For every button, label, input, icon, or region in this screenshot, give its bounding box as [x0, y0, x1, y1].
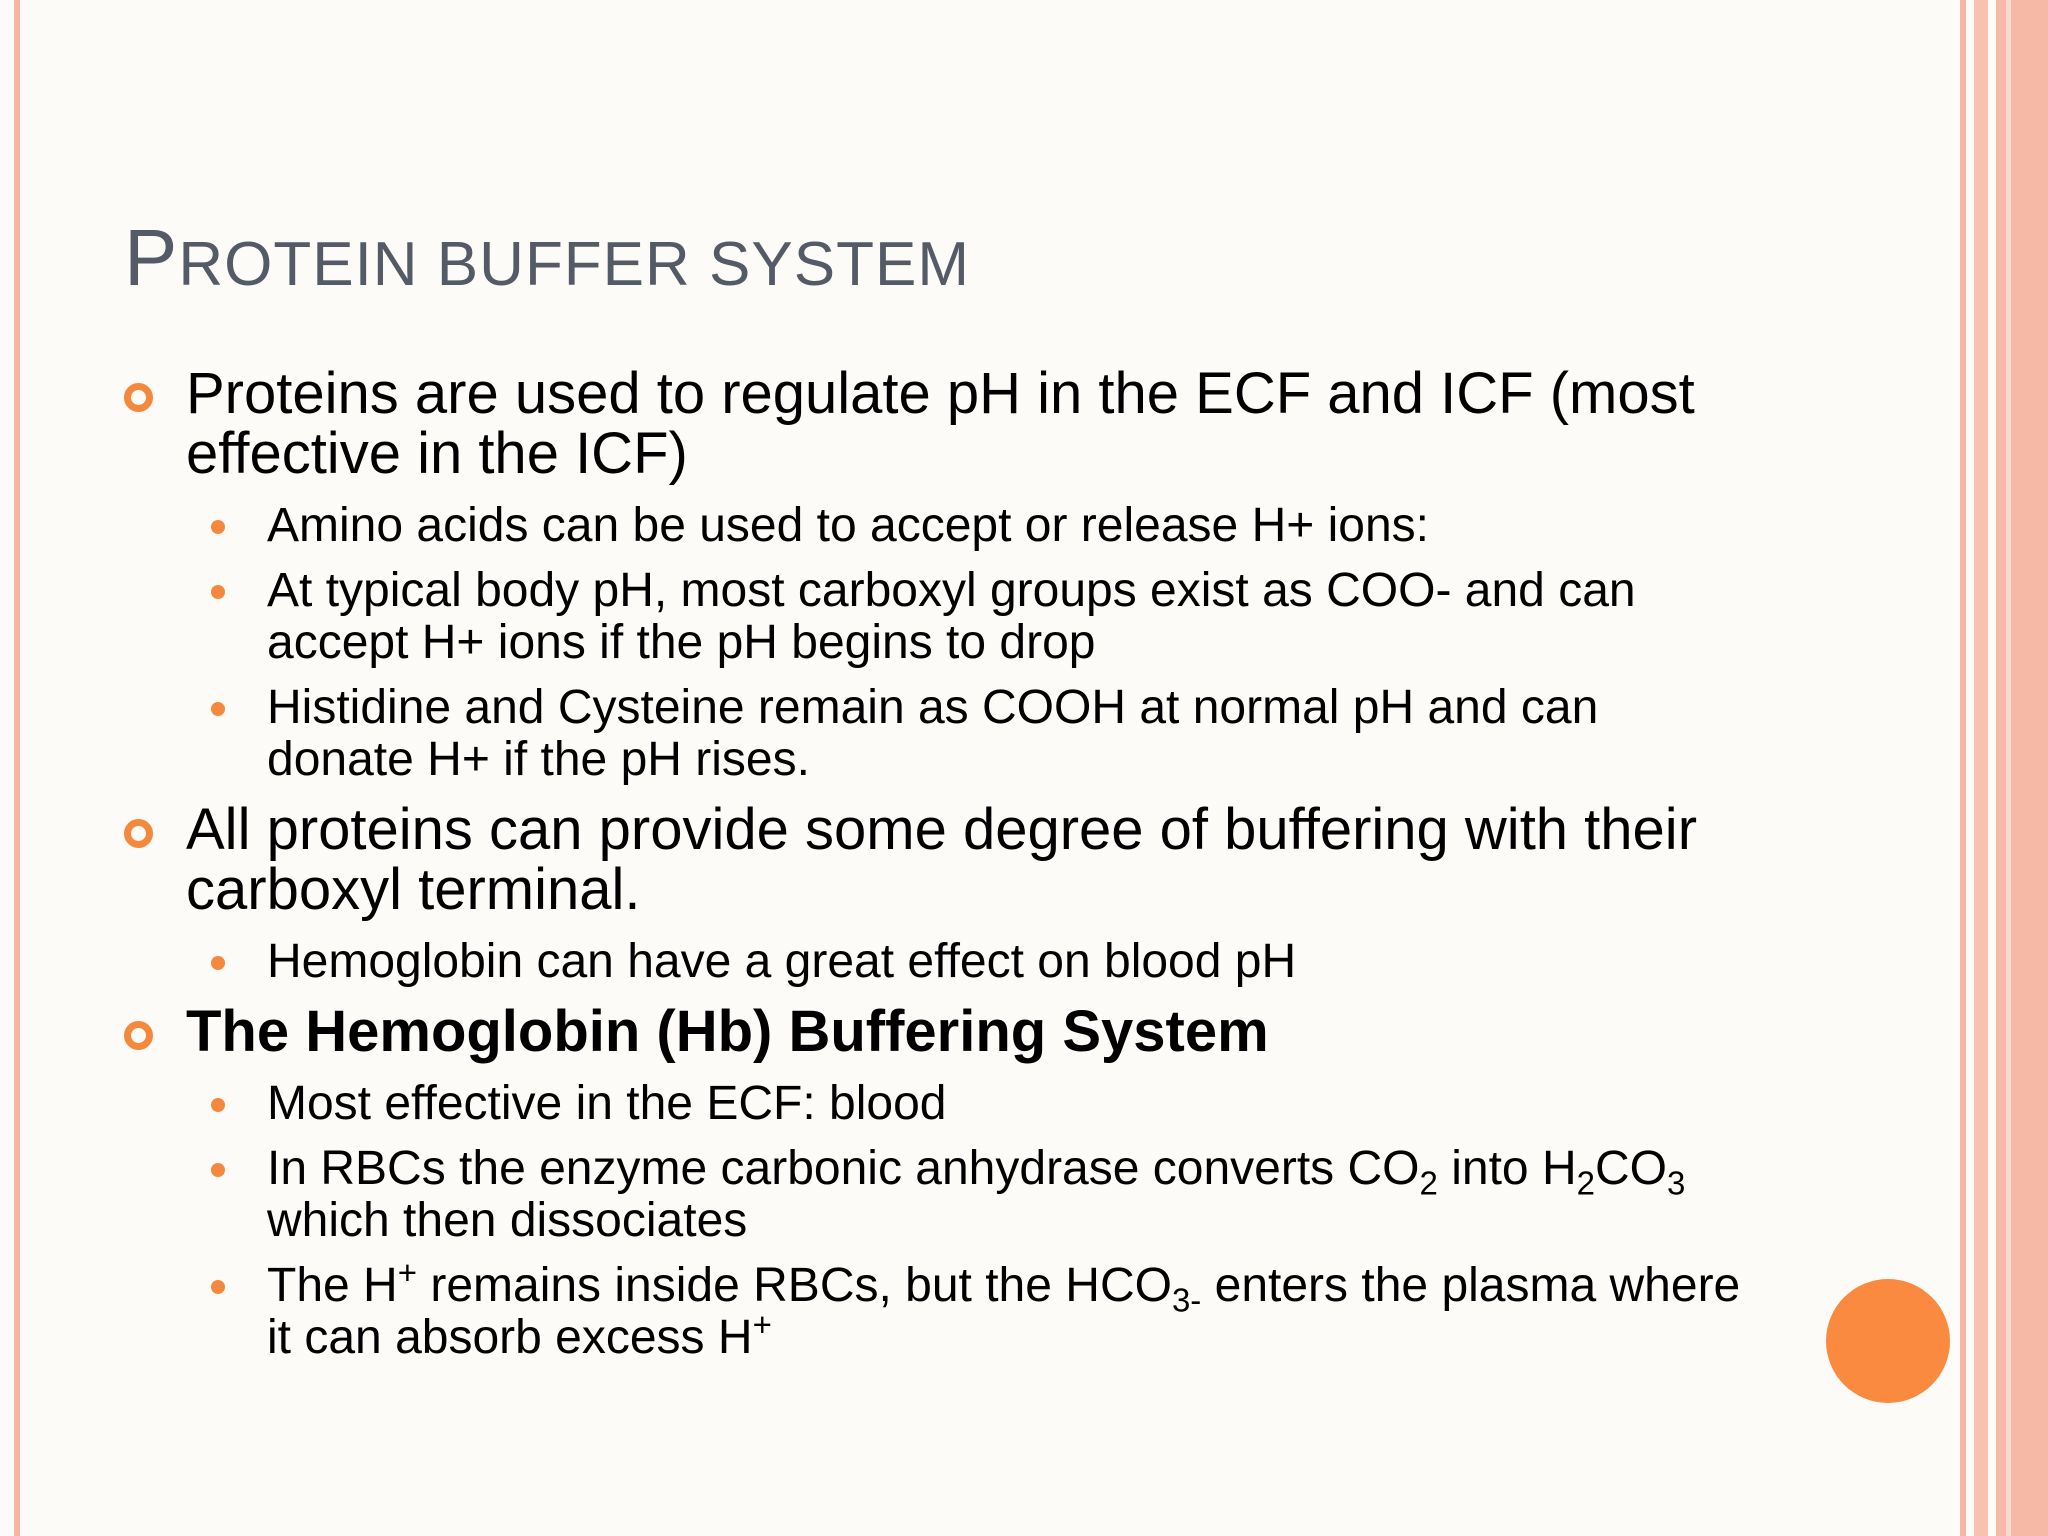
bullet-all-proteins-buffering — [124, 797, 1744, 922]
sub-bullet-text: Hemoglobin can have a great effect on blood pH — [267, 935, 1297, 988]
bullet-text: All proteins can provide some degree of buffering with their carboxyl terminal. — [186, 797, 1698, 922]
subscript: 3 — [1666, 1164, 1686, 1202]
bullet-hemoglobin-buffering-system — [124, 999, 1744, 1064]
text-part: In RBCs the enzyme carbonic anhydrase converts CO — [267, 1142, 1420, 1195]
text-part: into H — [1437, 1142, 1577, 1195]
text-part: remains inside RBCs, but the HCO — [417, 1259, 1172, 1312]
dot-bullet-icon — [211, 520, 225, 534]
text-part: which then dissociates — [267, 1194, 748, 1247]
sub-bullet-hemoglobin-effect — [124, 936, 1744, 988]
orange-circle-decoration — [1826, 1279, 1950, 1403]
dot-bullet-icon — [211, 702, 225, 716]
sub-bullet-text: At typical body pH, most carboxyl groups exist as COO- and can accept H+ ions if the pH begins to drop — [267, 564, 1636, 669]
ring-bullet-icon — [124, 819, 153, 848]
sub-bullet-histidine-cysteine — [124, 682, 1744, 786]
slide-body — [124, 358, 1744, 1364]
text-part: CO — [1594, 1142, 1667, 1195]
bullet-proteins-regulate-ph — [124, 361, 1744, 486]
text-part: The H — [267, 1259, 398, 1312]
left-border-stripe — [14, 0, 20, 1536]
bullet-text: The Hemoglobin (Hb) Buffering System — [186, 999, 1269, 1064]
superscript: + — [397, 1254, 417, 1291]
right-border-stripe-4 — [2006, 0, 2011, 1536]
sub-bullet-most-effective-ecf — [124, 1078, 1744, 1130]
dot-bullet-icon — [211, 1098, 225, 1112]
right-border-stripe-3 — [1996, 0, 2048, 1536]
title-first-letter: P — [124, 213, 179, 302]
sub-bullet-carboxyl-groups — [124, 565, 1744, 669]
text-part: enters the plasma where it can absorb excess H — [267, 1259, 1741, 1364]
sub-bullet-text: Histidine and Cysteine remain as COOH at normal pH and can donate H+ if the pH rises. — [267, 681, 1599, 786]
ring-bullet-icon — [124, 1021, 153, 1050]
dot-bullet-icon — [211, 585, 225, 599]
ring-bullet-icon — [124, 383, 153, 412]
superscript: + — [752, 1306, 772, 1343]
sub-bullet-carbonic-anhydrase — [124, 1143, 1744, 1247]
dot-bullet-icon — [211, 1163, 225, 1177]
subscript: 2 — [1576, 1164, 1595, 1202]
title-rest: ROTEIN BUFFER SYSTEM — [178, 230, 970, 299]
dot-bullet-icon — [211, 1280, 225, 1294]
sub-bullet-text: Most effective in the ECF: blood — [267, 1077, 947, 1130]
right-border-stripe-1 — [1960, 0, 1966, 1536]
dot-bullet-icon — [211, 956, 225, 970]
subscript: 3- — [1171, 1281, 1202, 1319]
sub-bullet-text: Amino acids can be used to accept or release H+ ions: — [267, 499, 1429, 552]
bullet-text: Proteins are used to regulate pH in the ECF and ICF (most effective in the ICF) — [186, 361, 1695, 486]
slide-title — [124, 210, 970, 306]
sub-bullet-h-remains-inside — [124, 1254, 1744, 1364]
right-border-stripe-2 — [1974, 0, 1988, 1536]
sub-bullet-amino-acids — [124, 500, 1744, 552]
subscript: 2 — [1419, 1164, 1438, 1202]
